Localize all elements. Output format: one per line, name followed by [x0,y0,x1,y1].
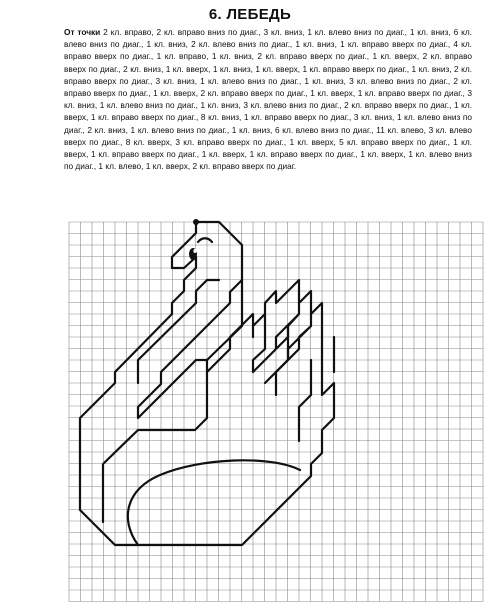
instructions-lead: От точки [64,27,101,37]
swan-eye-brow [198,238,212,242]
swan-eye-highlight-icon [193,249,196,253]
instructions-text: 2 кл. вправо, 2 кл. вправо вниз по диаг., 3 кл. вниз, 1 кл. влево вниз по диаг., 1 кл. вниз, 6 кл. влево вниз по диаг., 1 кл. вниз, 2 кл. влево вниз по диаг., 1 кл. вниз, 1 кл. вправо вверх по диаг., 4 кл. вправо вверх по диаг., 1 кл. вправо, 1 кл. вниз, 2 кл. вправо вверх по диаг., 1 кл. вверх, 2 кл. вправо вверх по диаг., 2 кл. вниз, 1 кл. вверх, 1 кл. вниз, 1 кл. вверх, 1 кл. вправо вверх по диаг., 1 кл. вниз, 2 кл. вправо вверх по диаг., 3 кл. вниз, 1 кл. влево вниз по диаг., 1 кл. вниз, 3 кл. влево вниз по диаг., 2 кл. вправо вверх по диаг., 1 кл. вверх, 2 кл. вправо вверх по диаг., 1 кл. вверх, 1 кл. вправо вверх по диаг., 3 кл. вниз, 1 кл. влево вниз по диаг., 1 кл. вниз, 3 кл. влево вниз по диаг., 2 кл. вправо вверх по диаг., 1 кл. вверх, 1 кл. вправо вверх по диаг., 8 кл. вниз, 1 кл. вправо вверх по диаг., 3 кл. вниз, 1 кл. влево вниз по диаг., 2 кл. вниз, 1 кл. влево вниз по диаг., 1 кл. вниз, 6 кл. влево вниз по диаг., 11 кл. влево, 3 кл. влево вверх по диаг., 8 кл. вверх, 3 кл. вправо вверх по диаг., 1 кл. вверх, 5 кл. вправо вверх по диаг., 1 кл. вверх, 1 кл. вправо вверх по диаг., 1 кл. вверх, 1 кл. вправо вверх по диаг., 1 кл. вверх, 1 кл. влево вниз по диаг., 1 кл. влево, 1 кл. вверх, 2 кл. вправо вверх по диаг. [64,27,472,172]
page-title: 6. ЛЕБЕДЬ [208,6,292,23]
start-point [193,219,199,225]
